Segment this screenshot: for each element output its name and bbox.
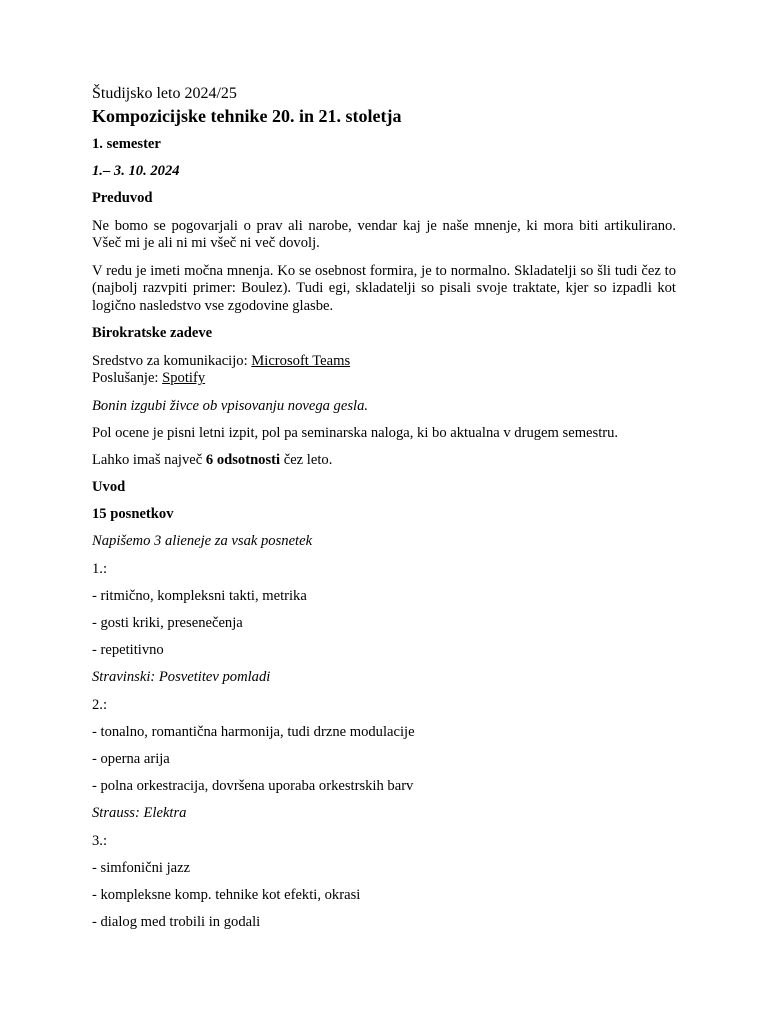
- recording-point: - kompleksne komp. tehnike kot efekti, okrasi: [92, 886, 361, 903]
- recording-point: - dialog med trobili in godali: [92, 914, 261, 931]
- preduvod-paragraph-1: Ne bomo se pogovarjali o prav ali narobe, vendar kaj je naše mnenje, ki mora biti artikulirano. Všeč mi je ali ni mi všeč ni več dovolj.: [92, 217, 676, 252]
- document-page: [92, 84, 676, 941]
- absence-text: [92, 452, 676, 470]
- recording-point: - ritmično, kompleksni takti, metrika: [92, 587, 307, 604]
- recording-work: Strauss: Elektra: [92, 805, 187, 822]
- recording-work: Stravinski: Posvetitev pomladi: [92, 669, 271, 686]
- preduvod-paragraph-2: V redu je imeti močna mnenja. Ko se osebnost formira, je to normalno. Skladatelji so šli tudi čez to (najbolj razvpiti primer: Boulez). Tudi egi, skladatelji so pisali svoje traktate, kjer so izpadli kot logično nasledstvo vse zgodovine glasbe.: [92, 262, 676, 315]
- microsoft-teams-link[interactable]: Microsoft Teams: [251, 352, 351, 369]
- recordings-heading: 15 posnetkov: [92, 506, 174, 523]
- recording-point: - tonalno, romantična harmonija, tudi drzne modulacije: [92, 723, 415, 740]
- grading-text: Pol ocene je pisni letni izpit, pol pa seminarska naloga, ki bo aktualna v drugem semestru.: [92, 424, 619, 441]
- recording-point: - polna orkestracija, dovršena uporaba orkestrskih barv: [92, 778, 414, 795]
- recording-point: - operna arija: [92, 750, 170, 767]
- listening-label: Poslušanje:: [92, 370, 163, 387]
- absence-count: 6 odsotnosti: [205, 451, 281, 468]
- lecture-date: 1.– 3. 10. 2024: [92, 163, 180, 180]
- preduvod-heading: Preduvod: [92, 190, 153, 207]
- uvod-heading: Uvod: [92, 479, 126, 496]
- password-note: Bonin izgubi živce ob vpisovanju novega gesla.: [92, 397, 369, 414]
- instruction-text: Napišemo 3 alieneje za vsak posnetek: [92, 533, 313, 550]
- academic-year: Študijsko leto 2024/25: [92, 85, 237, 102]
- recording-number: 1.:: [92, 560, 107, 577]
- absence-prefix: Lahko imaš največ: [92, 451, 206, 468]
- absence-suffix: čez leto.: [280, 451, 333, 468]
- semester-heading: 1. semester: [92, 136, 161, 152]
- recording-point: - repetitivno: [92, 642, 164, 659]
- page-title: Kompozicijske tehnike 20. in 21. stoletja: [92, 106, 402, 126]
- birokratske-heading: Birokratske zadeve: [92, 325, 213, 342]
- spotify-link[interactable]: Spotify: [162, 370, 206, 387]
- recording-point: - simfonični jazz: [92, 859, 191, 876]
- tools-block: [92, 353, 676, 389]
- recording-point: - gosti kriki, presenečenja: [92, 615, 243, 631]
- recording-number: 2.:: [92, 696, 107, 713]
- communication-label: Sredstvo za komunikacijo:: [92, 352, 252, 369]
- recording-number: 3.:: [92, 832, 107, 849]
